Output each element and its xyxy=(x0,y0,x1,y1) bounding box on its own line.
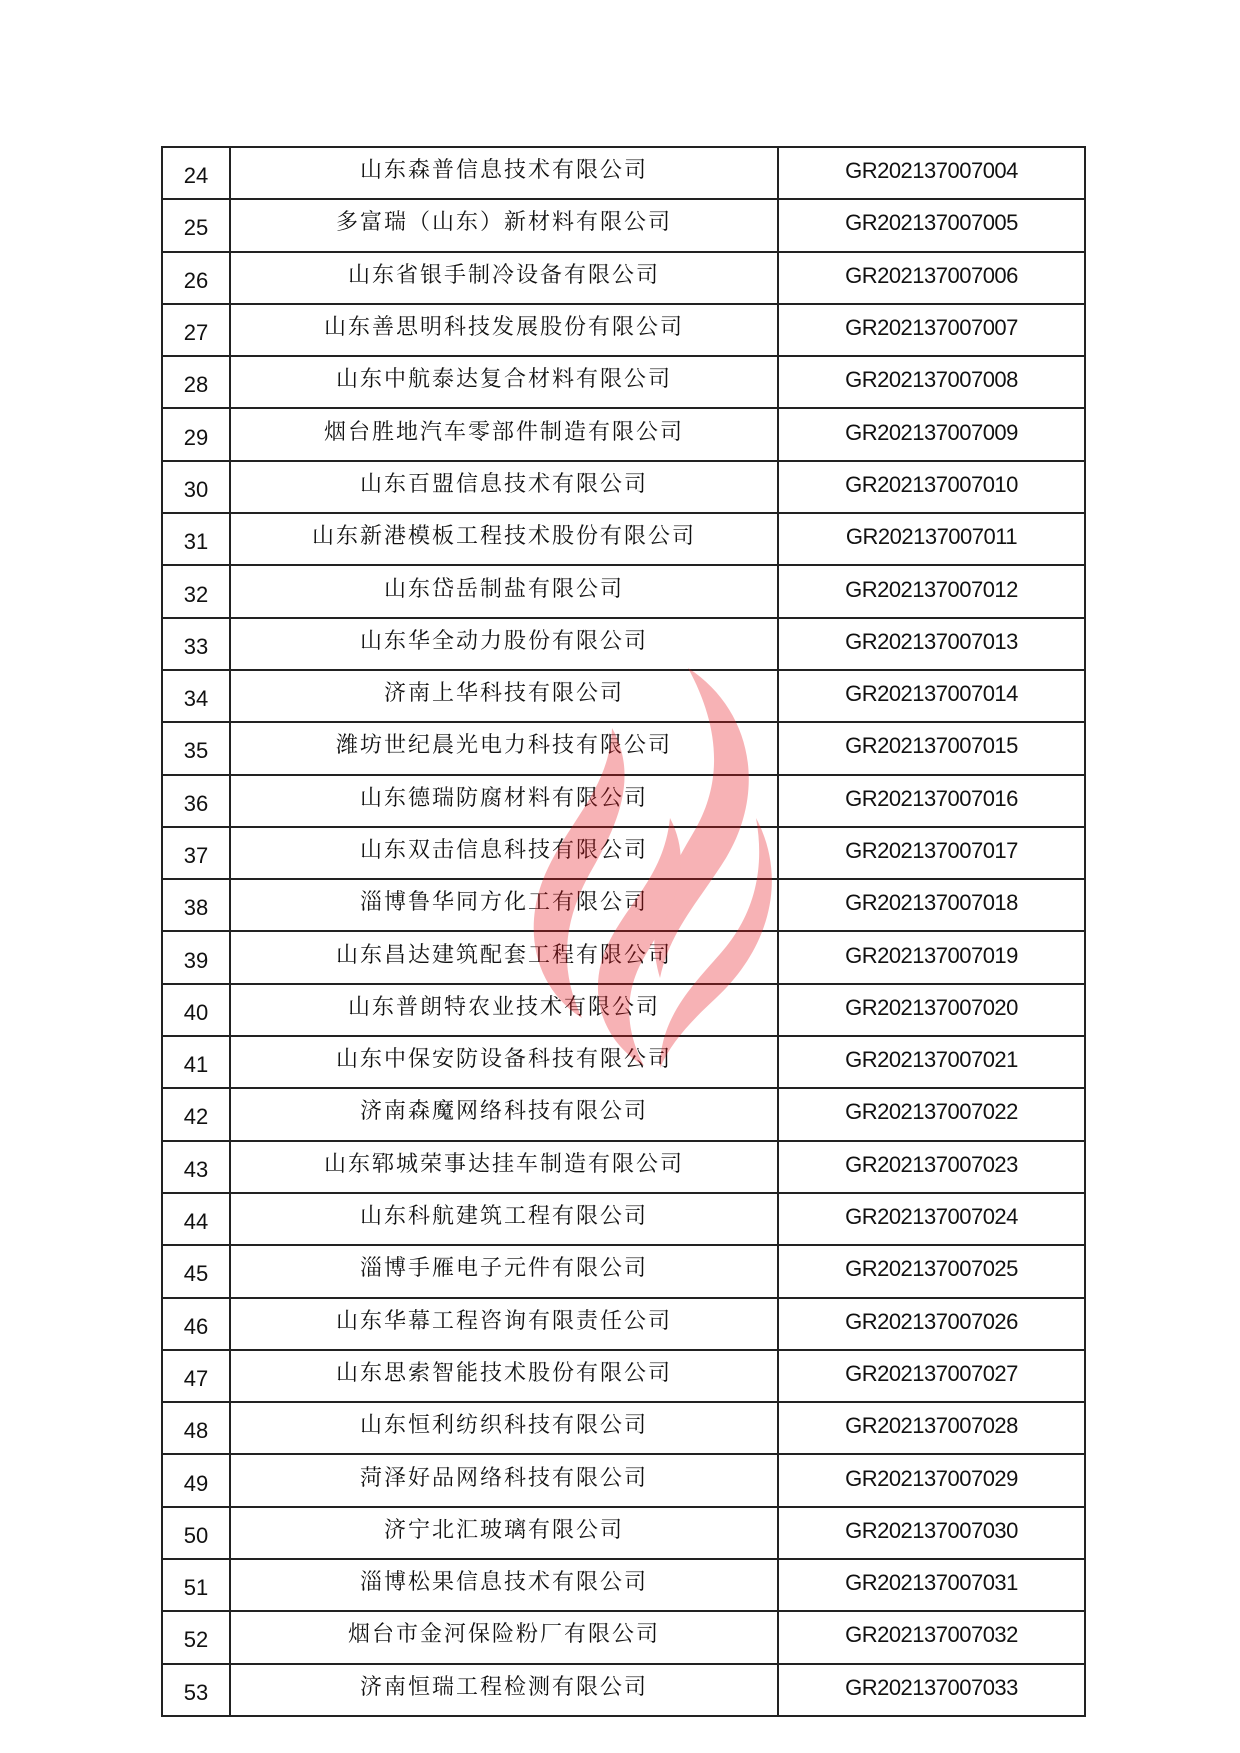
company-name: 山东恒利纺织科技有限公司 xyxy=(230,1402,778,1454)
table-row xyxy=(162,304,1085,356)
table-row xyxy=(162,199,1085,251)
table-row xyxy=(162,1611,1085,1663)
table-row xyxy=(162,879,1085,931)
company-name: 山东双击信息科技有限公司 xyxy=(230,827,778,879)
row-number: 48 xyxy=(162,1402,230,1454)
row-number: 44 xyxy=(162,1193,230,1245)
table-row xyxy=(162,1454,1085,1506)
table-row xyxy=(162,513,1085,565)
table-row xyxy=(162,722,1085,774)
certificate-number: GR202137007005 xyxy=(778,199,1085,251)
table-row xyxy=(162,461,1085,513)
certificate-number: GR202137007028 xyxy=(778,1402,1085,1454)
company-name: 山东郓城荣事达挂车制造有限公司 xyxy=(230,1141,778,1193)
certificate-number: GR202137007014 xyxy=(778,670,1085,722)
certificate-number: GR202137007025 xyxy=(778,1245,1085,1297)
company-name: 淄博鲁华同方化工有限公司 xyxy=(230,879,778,931)
table-row xyxy=(162,1507,1085,1559)
company-name: 烟台市金河保险粉厂有限公司 xyxy=(230,1611,778,1663)
table-row xyxy=(162,356,1085,408)
table-row xyxy=(162,565,1085,617)
table-row xyxy=(162,1298,1085,1350)
row-number: 52 xyxy=(162,1611,230,1663)
row-number: 24 xyxy=(162,147,230,199)
row-number: 32 xyxy=(162,565,230,617)
certificate-number: GR202137007019 xyxy=(778,931,1085,983)
table-row xyxy=(162,984,1085,1036)
company-name: 山东昌达建筑配套工程有限公司 xyxy=(230,931,778,983)
company-name: 济宁北汇玻璃有限公司 xyxy=(230,1507,778,1559)
certificate-number: GR202137007032 xyxy=(778,1611,1085,1663)
certificate-number: GR202137007011 xyxy=(778,513,1085,565)
company-name: 多富瑞（山东）新材料有限公司 xyxy=(230,199,778,251)
certificate-number: GR202137007015 xyxy=(778,722,1085,774)
certificate-number: GR202137007021 xyxy=(778,1036,1085,1088)
certificate-number: GR202137007033 xyxy=(778,1664,1085,1716)
certificate-number: GR202137007008 xyxy=(778,356,1085,408)
company-name: 山东普朗特农业技术有限公司 xyxy=(230,984,778,1036)
row-number: 25 xyxy=(162,199,230,251)
row-number: 28 xyxy=(162,356,230,408)
row-number: 40 xyxy=(162,984,230,1036)
company-name: 山东森普信息技术有限公司 xyxy=(230,147,778,199)
company-name: 山东百盟信息技术有限公司 xyxy=(230,461,778,513)
company-name: 济南恒瑞工程检测有限公司 xyxy=(230,1664,778,1716)
company-name: 济南森魔网络科技有限公司 xyxy=(230,1088,778,1140)
certificate-number: GR202137007016 xyxy=(778,775,1085,827)
table-row xyxy=(162,1193,1085,1245)
certificate-number: GR202137007022 xyxy=(778,1088,1085,1140)
company-name: 山东岱岳制盐有限公司 xyxy=(230,565,778,617)
certificate-number: GR202137007030 xyxy=(778,1507,1085,1559)
certificate-number: GR202137007024 xyxy=(778,1193,1085,1245)
certificate-number: GR202137007026 xyxy=(778,1298,1085,1350)
row-number: 45 xyxy=(162,1245,230,1297)
table-row xyxy=(162,1350,1085,1402)
company-name: 山东善思明科技发展股份有限公司 xyxy=(230,304,778,356)
table-row xyxy=(162,408,1085,460)
row-number: 49 xyxy=(162,1454,230,1506)
certificate-number: GR202137007012 xyxy=(778,565,1085,617)
table-body xyxy=(162,147,1085,1716)
table-row xyxy=(162,147,1085,199)
company-name: 淄博松果信息技术有限公司 xyxy=(230,1559,778,1611)
table-row xyxy=(162,827,1085,879)
row-number: 51 xyxy=(162,1559,230,1611)
certificate-number: GR202137007013 xyxy=(778,618,1085,670)
certificate-number: GR202137007017 xyxy=(778,827,1085,879)
row-number: 37 xyxy=(162,827,230,879)
table-row xyxy=(162,931,1085,983)
certificate-number: GR202137007027 xyxy=(778,1350,1085,1402)
company-name: 山东科航建筑工程有限公司 xyxy=(230,1193,778,1245)
row-number: 26 xyxy=(162,252,230,304)
certificate-number: GR202137007004 xyxy=(778,147,1085,199)
company-certificate-table xyxy=(161,146,1086,1717)
table-row xyxy=(162,670,1085,722)
company-name: 山东华幕工程咨询有限责任公司 xyxy=(230,1298,778,1350)
company-name: 淄博手雁电子元件有限公司 xyxy=(230,1245,778,1297)
certificate-number: GR202137007010 xyxy=(778,461,1085,513)
row-number: 34 xyxy=(162,670,230,722)
table-row xyxy=(162,775,1085,827)
company-name: 烟台胜地汽车零部件制造有限公司 xyxy=(230,408,778,460)
row-number: 42 xyxy=(162,1088,230,1140)
row-number: 30 xyxy=(162,461,230,513)
company-name: 山东省银手制冷设备有限公司 xyxy=(230,252,778,304)
certificate-number: GR202137007009 xyxy=(778,408,1085,460)
row-number: 36 xyxy=(162,775,230,827)
row-number: 46 xyxy=(162,1298,230,1350)
table-row xyxy=(162,1036,1085,1088)
row-number: 29 xyxy=(162,408,230,460)
company-name: 山东思索智能技术股份有限公司 xyxy=(230,1350,778,1402)
company-name: 菏泽好品网络科技有限公司 xyxy=(230,1454,778,1506)
row-number: 47 xyxy=(162,1350,230,1402)
table-row xyxy=(162,618,1085,670)
row-number: 35 xyxy=(162,722,230,774)
company-name: 山东德瑞防腐材料有限公司 xyxy=(230,775,778,827)
company-name: 潍坊世纪晨光电力科技有限公司 xyxy=(230,722,778,774)
certificate-number: GR202137007020 xyxy=(778,984,1085,1036)
row-number: 41 xyxy=(162,1036,230,1088)
table-row xyxy=(162,1088,1085,1140)
certificate-number: GR202137007029 xyxy=(778,1454,1085,1506)
company-name: 山东中航泰达复合材料有限公司 xyxy=(230,356,778,408)
table-row xyxy=(162,1245,1085,1297)
certificate-number: GR202137007018 xyxy=(778,879,1085,931)
table-row xyxy=(162,1664,1085,1716)
company-name: 山东新港模板工程技术股份有限公司 xyxy=(230,513,778,565)
row-number: 53 xyxy=(162,1664,230,1716)
row-number: 33 xyxy=(162,618,230,670)
row-number: 27 xyxy=(162,304,230,356)
company-name: 济南上华科技有限公司 xyxy=(230,670,778,722)
certificate-number: GR202137007006 xyxy=(778,252,1085,304)
table-row xyxy=(162,1559,1085,1611)
company-name: 山东中保安防设备科技有限公司 xyxy=(230,1036,778,1088)
row-number: 38 xyxy=(162,879,230,931)
certificate-number: GR202137007031 xyxy=(778,1559,1085,1611)
certificate-number: GR202137007007 xyxy=(778,304,1085,356)
row-number: 31 xyxy=(162,513,230,565)
table-row xyxy=(162,1141,1085,1193)
certificate-number: GR202137007023 xyxy=(778,1141,1085,1193)
row-number: 43 xyxy=(162,1141,230,1193)
company-name: 山东华全动力股份有限公司 xyxy=(230,618,778,670)
row-number: 39 xyxy=(162,931,230,983)
table-row xyxy=(162,252,1085,304)
table-row xyxy=(162,1402,1085,1454)
row-number: 50 xyxy=(162,1507,230,1559)
